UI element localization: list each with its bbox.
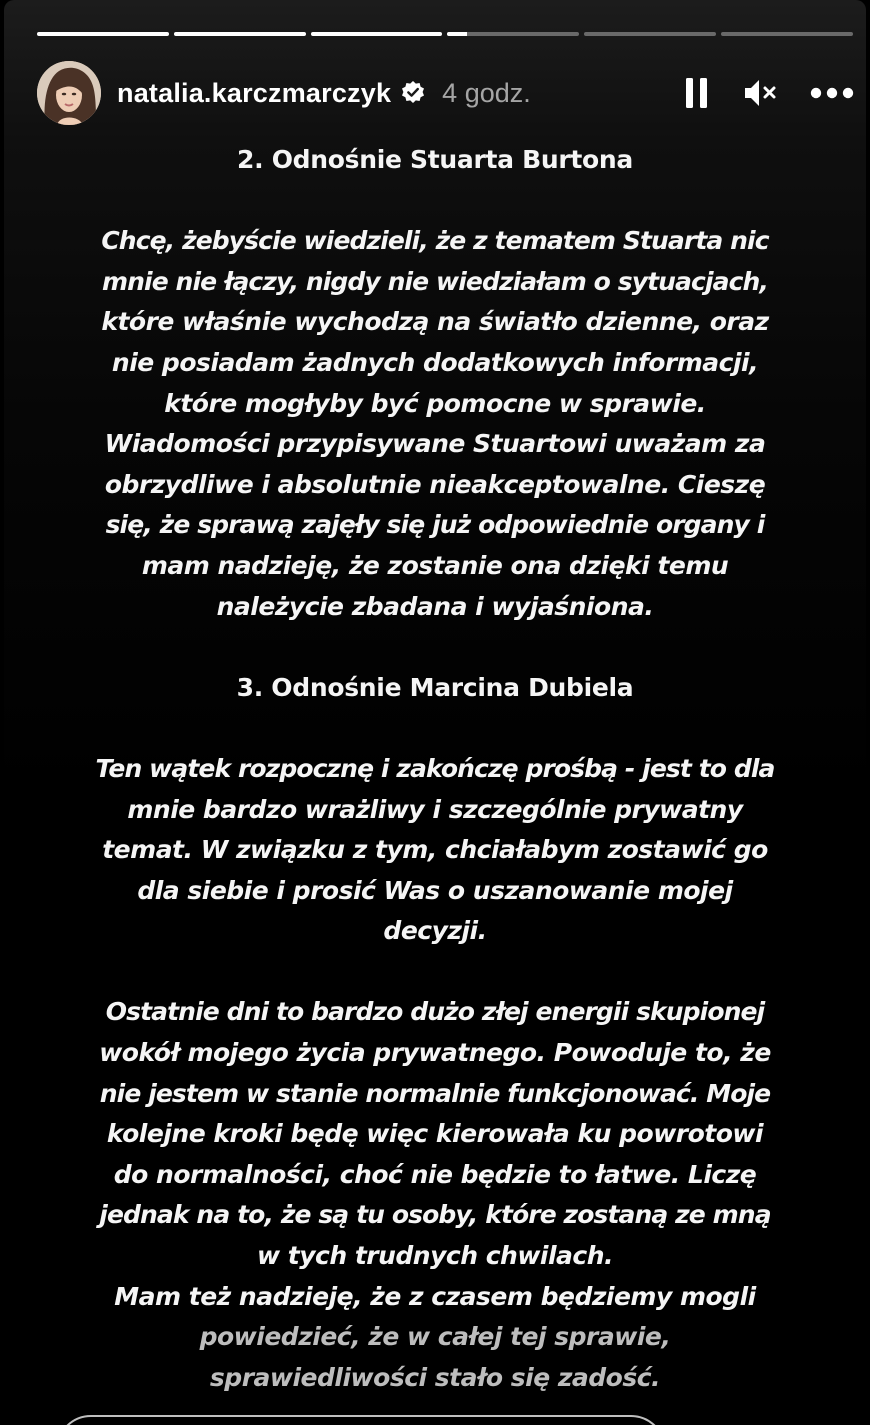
text-line: decyzji. [383, 916, 487, 946]
text-line: jednak na to, że są tu osoby, które zostaną ze mną [99, 1200, 771, 1230]
progress-segment [174, 32, 306, 36]
progress-segment [584, 32, 716, 36]
progress-fill [447, 32, 467, 36]
text-line: Ten wątek rozpocznę i zakończę prośbą - jest to dla [95, 753, 775, 783]
text-line: mnie bardzo wrażliwy i szczególnie prywatny [127, 794, 743, 824]
username[interactable]: natalia.karczmarczyk [117, 77, 392, 108]
text-line: się, że sprawą zajęły się już odpowiednie organy i [105, 510, 765, 540]
section-heading: 3. Odnośnie Marcina Dubiela [236, 672, 634, 702]
text-line: Mam też nadzieję, że z czasem będziemy mogli [114, 1281, 756, 1311]
text-line: należycie zbadana i wyjaśniona. [216, 591, 654, 621]
progress-segment [447, 32, 579, 36]
text-line: kolejne kroki będę więc kierowała ku powrotowi [106, 1119, 764, 1149]
text-line: powiedzieć, że w całej tej sprawie, [199, 1322, 671, 1352]
story-text [4, 140, 866, 1398]
progress-segment [37, 32, 169, 36]
progress-fill [311, 32, 443, 36]
mute-button[interactable] [741, 71, 781, 115]
verified-badge-icon [400, 80, 426, 106]
text-line: Wiadomości przypisywane Stuartowi uważam za [104, 429, 766, 459]
section-heading: 2. Odnośnie Stuarta Burtona [237, 145, 633, 174]
paragraph-gap [4, 627, 866, 668]
text-line: nie posiadam żadnych dodatkowych informacji, [111, 347, 759, 377]
reply-input[interactable] [56, 1415, 666, 1425]
text-line: nie jestem w stanie normalnie funkcjonować. Moje [99, 1078, 771, 1108]
progress-fill [174, 32, 306, 36]
text-line: Chcę, żebyście wiedzieli, że z tematem Stuarta nic [101, 226, 769, 256]
pause-icon [685, 77, 709, 109]
text-line: Ostatnie dni to bardzo dużo złej energii skupionej [105, 997, 765, 1027]
text-line: temat. W związku z tym, chciałabym zostawić go [102, 835, 768, 865]
text-line: sprawiedliwości stało się zadość. [209, 1362, 661, 1392]
progress-segment [721, 32, 853, 36]
text-line: w tych trudnych chwilach. [256, 1241, 614, 1271]
story-frame [4, 0, 866, 1425]
text-line: wokół mojego życia prywatnego. Powoduje to, że [99, 1038, 771, 1068]
avatar-image [37, 61, 101, 125]
story-progress [37, 32, 853, 36]
story-controls [679, 71, 853, 115]
text-line: które mogłyby być pomocne w sprawie. [164, 388, 706, 418]
post-time: 4 godz. [442, 77, 531, 108]
more-options-button[interactable] [809, 71, 855, 115]
mute-icon [744, 78, 778, 108]
paragraph-gap [4, 708, 866, 749]
text-line: mnie nie łączy, nigdy nie wiedziałam o sytuacjach, [101, 266, 768, 296]
avatar[interactable] [37, 61, 101, 125]
text-line: dla siebie i prosić Was o uszanowanie mojej [137, 875, 733, 905]
paragraph-gap [4, 952, 866, 993]
more-icon [810, 87, 854, 99]
paragraph-gap [4, 181, 866, 222]
pause-button[interactable] [679, 71, 715, 115]
text-line: mam nadzieję, że zostanie ona dzięki temu [141, 550, 729, 580]
story-header [37, 60, 853, 126]
progress-fill [37, 32, 169, 36]
text-line: do normalności, choć nie będzie to łatwe. Liczę [113, 1159, 757, 1189]
text-line: które właśnie wychodzą na światło dzienne, oraz [101, 307, 769, 337]
text-line: obrzydliwe i absolutnie nieakceptowalne. Cieszę [104, 469, 766, 499]
progress-segment [311, 32, 443, 36]
